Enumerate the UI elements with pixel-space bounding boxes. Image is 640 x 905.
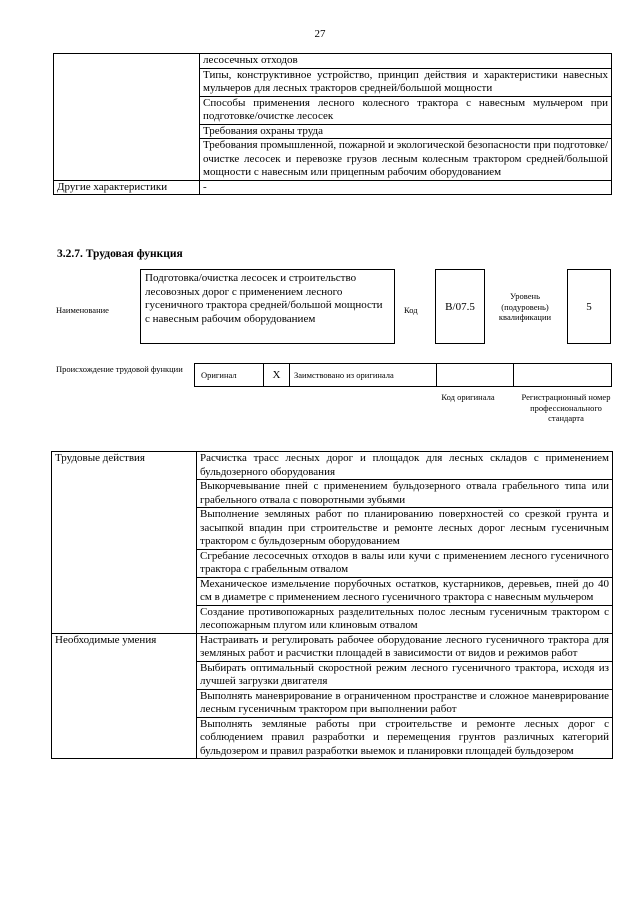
- reg-number-cell: [514, 364, 611, 386]
- code-value-box: B/07.5: [435, 269, 485, 344]
- table-row: [54, 54, 612, 69]
- table-cell: Выполнение земляных работ по планированию поверхностей со срезкой грунта и засыпкой впадин при строительстве и ремонте лесных дорог лесным гусеничным трактором с бульдозерным оборудованием: [197, 508, 613, 550]
- page-number: 27: [314, 28, 326, 40]
- table-cell: лесосечных отходов: [200, 54, 612, 69]
- table-cell: Механическое измельчение порубочных остатков, кустарников, деревьев, пней до 40 см в диаметре с применением лесного гусеничного трактора с навесным мульчером: [197, 577, 613, 605]
- original-mark: X: [264, 364, 290, 386]
- knowledge-table: [53, 53, 612, 195]
- table-cell: Типы, конструктивное устройство, принцип действия и характеристики навесных мульчеров для лесных тракторов средней/большой мощности: [200, 68, 612, 96]
- code-original-cell: [437, 364, 514, 386]
- qualification-level-label: Уровень (подуровень) квалификации: [498, 291, 552, 322]
- table-row: [52, 452, 613, 480]
- original-label: Оригинал: [195, 364, 264, 386]
- table-cell: Способы применения лесного колесного трактора с навесным мульчером при подготовке/очистке лесосек: [200, 96, 612, 124]
- labor-actions-label: Трудовые действия: [52, 452, 197, 634]
- activities-table: [51, 451, 613, 759]
- table-cell: Настраивать и регулировать рабочее оборудование лесного гусеничного трактора для земляных работ и расчистки площадей в зависимости от видов и режимов работ: [197, 633, 613, 661]
- table-cell: Выбирать оптимальный скоростной режим лесного гусеничного трактора, исходя из лучшей загрузки двигателя: [197, 661, 613, 689]
- function-name-box: Подготовка/очистка лесосек и строительство лесовозных дорог с применением лесного гусеничного трактора средней/большой мощности с навесным рабочим оборудованием: [140, 269, 395, 344]
- code-original-label: Код оригинала: [441, 392, 495, 402]
- table-cell: Создание противопожарных разделительных полос лесным гусеничным трактором с лесопожарным плугом или клиновым отвалом: [197, 605, 613, 633]
- origin-box: [194, 363, 612, 387]
- table-cell: Требования охраны труда: [200, 124, 612, 139]
- table-cell: Требования промышленной, пожарной и экологической безопасности при подготовке/очистке лесосек и перевозке грузов лесным колесным трактором средней/большой мощности с навесным или прицепным рабочим оборудованием: [200, 139, 612, 181]
- reg-number-label: Регистрационный номер профессионального стандарта: [521, 392, 611, 423]
- origin-label: Происхождение трудовой функции: [56, 364, 183, 374]
- table-row: [54, 180, 612, 195]
- table-cell: Выполнять земляные работы при строительстве и ремонте лесных дорог с соблюдением правил разработки и перемещения грунтов различных категорий бульдозером и правил разработки выемок и планировки площадей бульдозером: [197, 717, 613, 759]
- required-skills-label: Необходимые умения: [52, 633, 197, 759]
- table-row: [52, 633, 613, 661]
- table-cell: Выкорчевывание пней с применением бульдозерного отвала грабельного типа или грабельного отвала с поворотными зубьями: [197, 480, 613, 508]
- other-characteristics-label: Другие характеристики: [54, 180, 200, 195]
- qualification-level-box: 5: [567, 269, 611, 344]
- code-label: Код: [404, 305, 418, 315]
- table-cell-empty: [54, 54, 200, 181]
- table-cell: Сгребание лесосечных отходов в валы или кучи с применением лесного гусеничного трактора с грабельным отвалом: [197, 549, 613, 577]
- borrowed-label: Заимствовано из оригинала: [290, 364, 437, 386]
- section-title: 3.2.7. Трудовая функция: [57, 248, 183, 260]
- other-characteristics-value: -: [200, 180, 612, 195]
- table-cell: Расчистка трасс лесных дорог и площадок для лесных складов с применением бульдозерного оборудования: [197, 452, 613, 480]
- name-label: Наименование: [56, 305, 109, 315]
- table-cell: Выполнять маневрирование в ограниченном пространстве и сложное маневрирование лесным гусеничным трактором при выполнении работ: [197, 689, 613, 717]
